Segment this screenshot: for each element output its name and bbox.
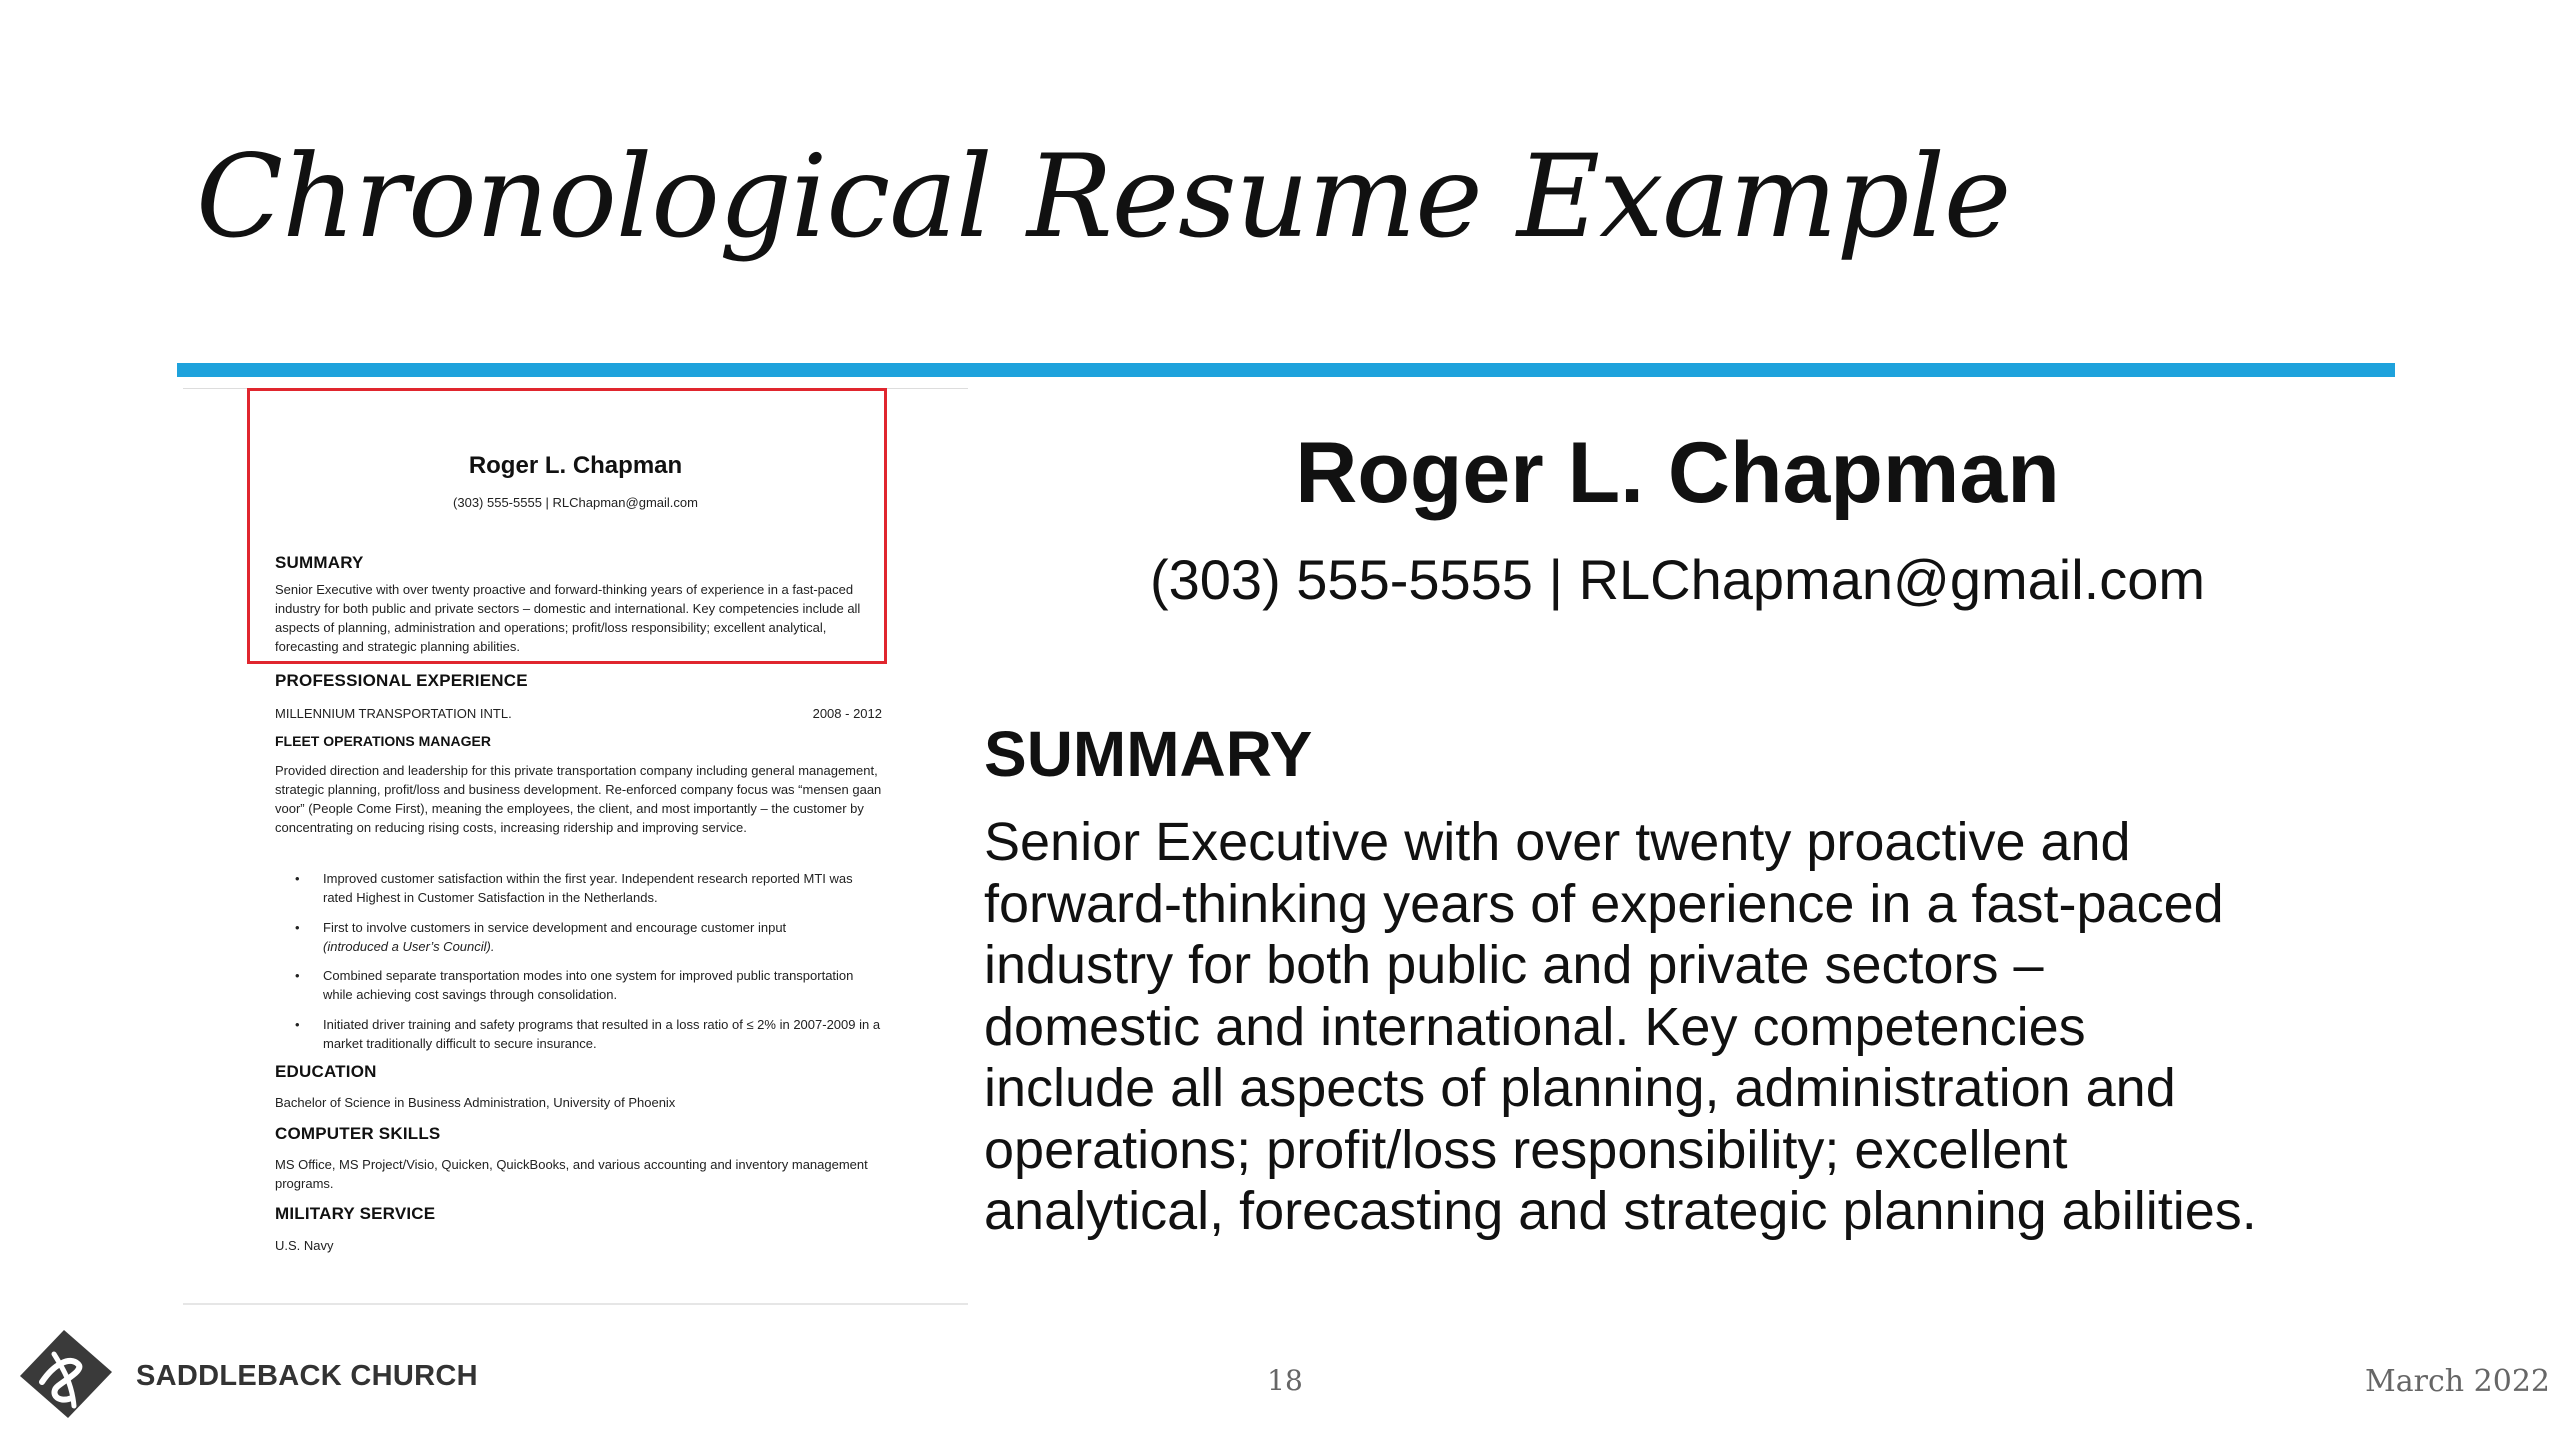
slide-title: Chronological Resume Example [196, 130, 2011, 263]
resume-bullet [295, 966, 885, 1004]
resume-contact: (303) 555-5555 | RLChapman@gmail.com [453, 495, 698, 510]
organization-name: SADDLEBACK CHURCH [136, 1360, 478, 1392]
bullet-note: (introduced a User’s Council). [323, 939, 495, 954]
enlarged-summary-heading: SUMMARY [984, 718, 1313, 790]
footer-date: March 2022 [2365, 1364, 2550, 1399]
saddleback-logo-icon [12, 1320, 120, 1426]
bullet-marker: • [295, 920, 300, 935]
bullet-marker: • [295, 1017, 300, 1032]
resume-education-text: Bachelor of Science in Business Administration, University of Phoenix [275, 1095, 676, 1110]
resume-job-title: FLEET OPERATIONS MANAGER [275, 733, 491, 749]
bullet-text: Improved customer satisfaction within the first year. Independent research reported MTI was rated Highest in Customer Satisfaction in the Netherlands. [323, 871, 853, 905]
page-number: 18 [1267, 1364, 1303, 1397]
bullet-text: Combined separate transportation modes into one system for improved public transportation while achieving cost savings through consolidation. [323, 968, 854, 1002]
resume-thumbnail [183, 388, 968, 1305]
enlarged-name: Roger L. Chapman [1295, 425, 2060, 521]
enlarged-contact: (303) 555-5555 | RLChapman@gmail.com [1149, 548, 2206, 611]
resume-bullet [295, 1015, 885, 1053]
resume-dates: 2008 - 2012 [812, 706, 882, 721]
bullet-text: First to involve customers in service development and encourage customer input [323, 920, 787, 935]
resume-job-description: Provided direction and leadership for this private transportation company including general management, strategic planning, profit/loss and business development. Re-enforced company focus was “mensen gaan voor” (People Come First), meaning the employees, the client, and most importantly – the customer by concentrating on reducing rising costs, increasing ridership and improving service. [275, 763, 882, 835]
resume-name: Roger L. Chapman [468, 452, 683, 479]
resume-summary-heading: SUMMARY [275, 553, 364, 572]
resume-summary-text: Senior Executive with over twenty proactive and forward-thinking years of experience in a fast-paced industry for both public and private sectors – domestic and international. Key competencies include all aspects of planning, administration and operations; profit/loss responsibility; excellent analytical, forecasting and strategic planning abilities. [275, 582, 861, 654]
thumbnail-bottom-edge [183, 1303, 968, 1305]
resume-education-heading: EDUCATION [275, 1062, 377, 1081]
resume-experience-heading: PROFESSIONAL EXPERIENCE [275, 671, 528, 690]
resume-military-text: U.S. Navy [275, 1238, 334, 1253]
resume-employer-row [275, 706, 882, 721]
title-divider [177, 363, 2395, 377]
resume-bullet [295, 918, 885, 956]
resume-computer-text: MS Office, MS Project/Visio, Quicken, QuickBooks, and various accounting and inventory management programs. [275, 1157, 868, 1191]
enlarged-summary-text: Senior Executive with over twenty proactive and forward-thinking years of experience in a fast-paced industry for both public and private sectors – domestic and international. Key competencies include all aspects of planning, administration and operations; profit/loss responsibility; excellent analytical, forecasting and strategic planning abilities. [984, 812, 2257, 1241]
bullet-marker: • [295, 968, 300, 983]
resume-employer: MILLENNIUM TRANSPORTATION INTL. [275, 706, 512, 721]
resume-computer-heading: COMPUTER SKILLS [275, 1124, 441, 1143]
resume-bullet [295, 869, 885, 907]
bullet-text: Initiated driver training and safety programs that resulted in a loss ratio of ≤ 2% in 2007-2009 in a market traditionally difficult to secure insurance. [323, 1017, 881, 1051]
bullet-marker: • [295, 871, 300, 886]
resume-military-heading: MILITARY SERVICE [275, 1204, 436, 1223]
